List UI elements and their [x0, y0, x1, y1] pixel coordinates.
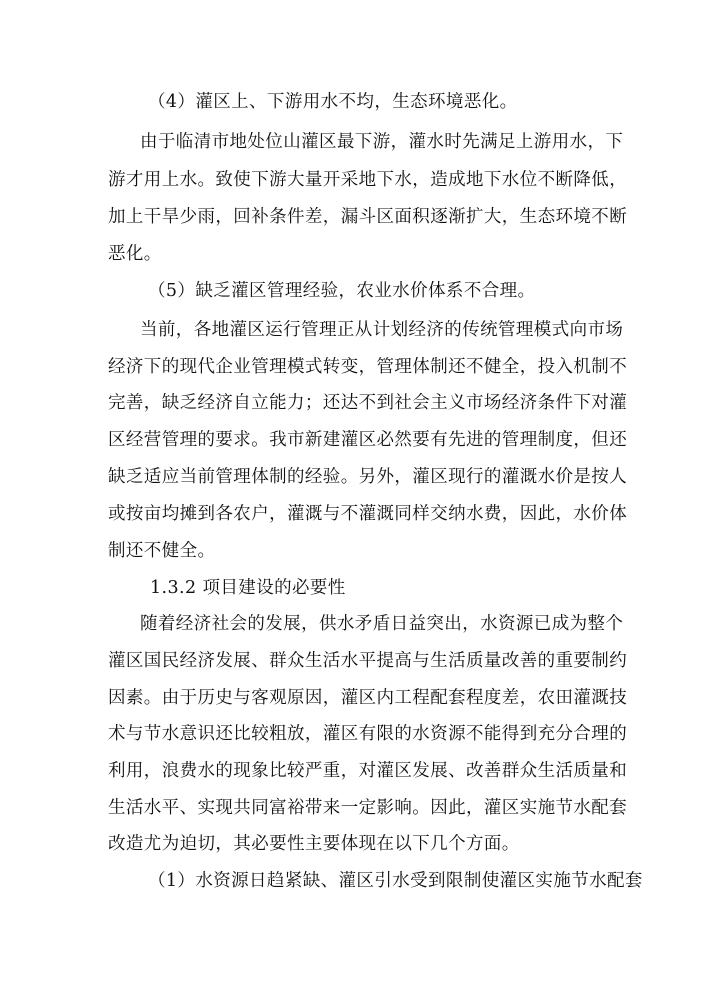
section-heading: 1.3.2 项目建设的必要性	[150, 578, 346, 598]
list-item-heading: （5）缺乏灌区管理经验，农业水价体系不合理。	[148, 281, 536, 301]
paragraph-line: 随着经济社会的发展，供水矛盾日益突出，水资源已成为整个	[140, 614, 624, 634]
paragraph-line: 缺乏适应当前管理体制的经验。另外，灌区现行的灌溉水价是按人	[108, 467, 628, 487]
paragraph-line: 灌区国民经济发展、群众生活水平提高与生活质量改善的重要制约	[108, 651, 628, 671]
list-item-heading: （1）水资源日趋紧缺、灌区引水受到限制使灌区实施节水配套	[148, 871, 643, 891]
paragraph-line: 或按亩均摊到各农户，灌溉与不灌溉同样交纳水费，因此，水价体	[108, 504, 628, 524]
paragraph-line: 游才用上水。致使下游大量开采地下水，造成地下水位不断降低，	[108, 170, 628, 190]
paragraph-line: 当前，各地灌区运行管理正从计划经济的传统管理模式向市场	[140, 320, 624, 340]
list-item-heading: （4）灌区上、下游用水不均，生态环境恶化。	[148, 92, 518, 112]
paragraph-line: 生活水平、实现共同富裕带来一定影响。因此，灌区实施节水配套	[108, 798, 628, 818]
paragraph-line: 制还不健全。	[108, 541, 216, 561]
paragraph-line: 改造尤为迫切，其必要性主要体现在以下几个方面。	[108, 834, 520, 854]
paragraph-line: 完善，缺乏经济自立能力；还达不到社会主义市场经济条件下对灌	[108, 393, 628, 413]
paragraph-line: 恶化。	[108, 244, 162, 264]
paragraph-line: 由于临清市地处位山灌区最下游，灌水时先满足上游用水，下	[140, 132, 624, 152]
paragraph-line: 因素。由于历史与客观原因，灌区内工程配套程度差，农田灌溉技	[108, 688, 628, 708]
paragraph-line: 加上干旱少雨，回补条件差，漏斗区面积逐渐扩大，生态环境不断	[108, 207, 628, 227]
paragraph-line: 术与节水意识还比较粗放，灌区有限的水资源不能得到充分合理的	[108, 724, 628, 744]
paragraph-line: 区经营管理的要求。我市新建灌区必然要有先进的管理制度，但还	[108, 430, 628, 450]
paragraph-line: 利用，浪费水的现象比较严重，对灌区发展、改善群众生活质量和	[108, 761, 628, 781]
paragraph-line: 经济下的现代企业管理模式转变，管理体制还不健全，投入机制不	[108, 357, 628, 377]
